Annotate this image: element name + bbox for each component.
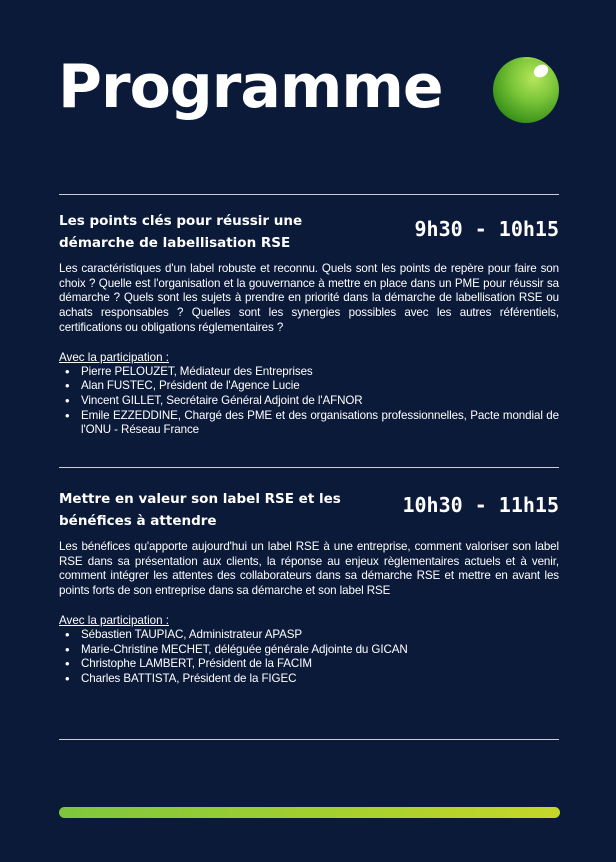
session-2-time: 10h30 - 11h15 [402, 493, 559, 517]
session-1-time: 9h30 - 10h15 [414, 217, 559, 241]
speaker-item: • Charles BATTISTA, Président de la FIGEC [59, 672, 559, 687]
session-1-description: Les caractéristiques d'un label robuste et reconnu. Quels sont les points de repère pour faire son choix ? Quelle est l'organisation et la gouvernance à mettre en place dans un PME pour réussir sa démarche ? Quels sont les sujets à prendre en priorité dans la démarche de labellisation RSE ou achats responsables ? Quelles sont les synergies possibles avec les autres référentiels, certifications ou obligations réglementaires ? [59, 262, 559, 334]
speaker-item: • Alan FUSTEC, Président de l'Agence Lucie [59, 379, 559, 394]
page-title: Programme [58, 52, 443, 122]
session-1 [59, 210, 559, 438]
speaker-item: • Sébastien TAUPIAC, Administrateur APASP [59, 628, 559, 643]
speaker-item: • Vincent GILLET, Secrétaire Général Adjoint de l'AFNOR [59, 394, 559, 409]
speaker-item: • Marie-Christine MECHET, déléguée générale Adjointe du GICAN [59, 643, 559, 658]
speaker-item: • Emile EZZEDDINE, Chargé des PME et des organisations professionnelles, Pacte mondial de l'ONU - Réseau France [59, 409, 559, 438]
session-1-speaker-list [59, 365, 559, 439]
green-orb-icon [492, 56, 560, 124]
divider [59, 467, 559, 468]
session-2-speaker-list [59, 628, 559, 687]
session-2-title: Mettre en valeur son label RSE et les bénéfices à attendre [59, 491, 341, 529]
speaker-item: • Pierre PELOUZET, Médiateur des Entreprises [59, 365, 559, 380]
session-2 [59, 488, 559, 687]
session-2-participation-label: Avec la participation : [59, 613, 169, 627]
session-2-description: Les bénéfices qu'apporte aujourd'hui un label RSE à une entreprise, comment valoriser son label RSE dans sa présentation aux clients, la réponse au enjeux règlementaires actuels et à venir, comment intégrer les attentes des collaborateurs dans sa démarche RSE et mettre en avant les points forts de son entreprise dans sa démarche et son label RSE [59, 540, 559, 598]
divider [59, 739, 559, 740]
divider [59, 194, 559, 195]
speaker-item: • Christophe LAMBERT, Président de la FACIM [59, 657, 559, 672]
session-1-title: Les points clés pour réussir une démarche de labellisation RSE [59, 213, 303, 251]
session-1-participation-label: Avec la participation : [59, 350, 169, 364]
accent-bar [59, 807, 560, 818]
